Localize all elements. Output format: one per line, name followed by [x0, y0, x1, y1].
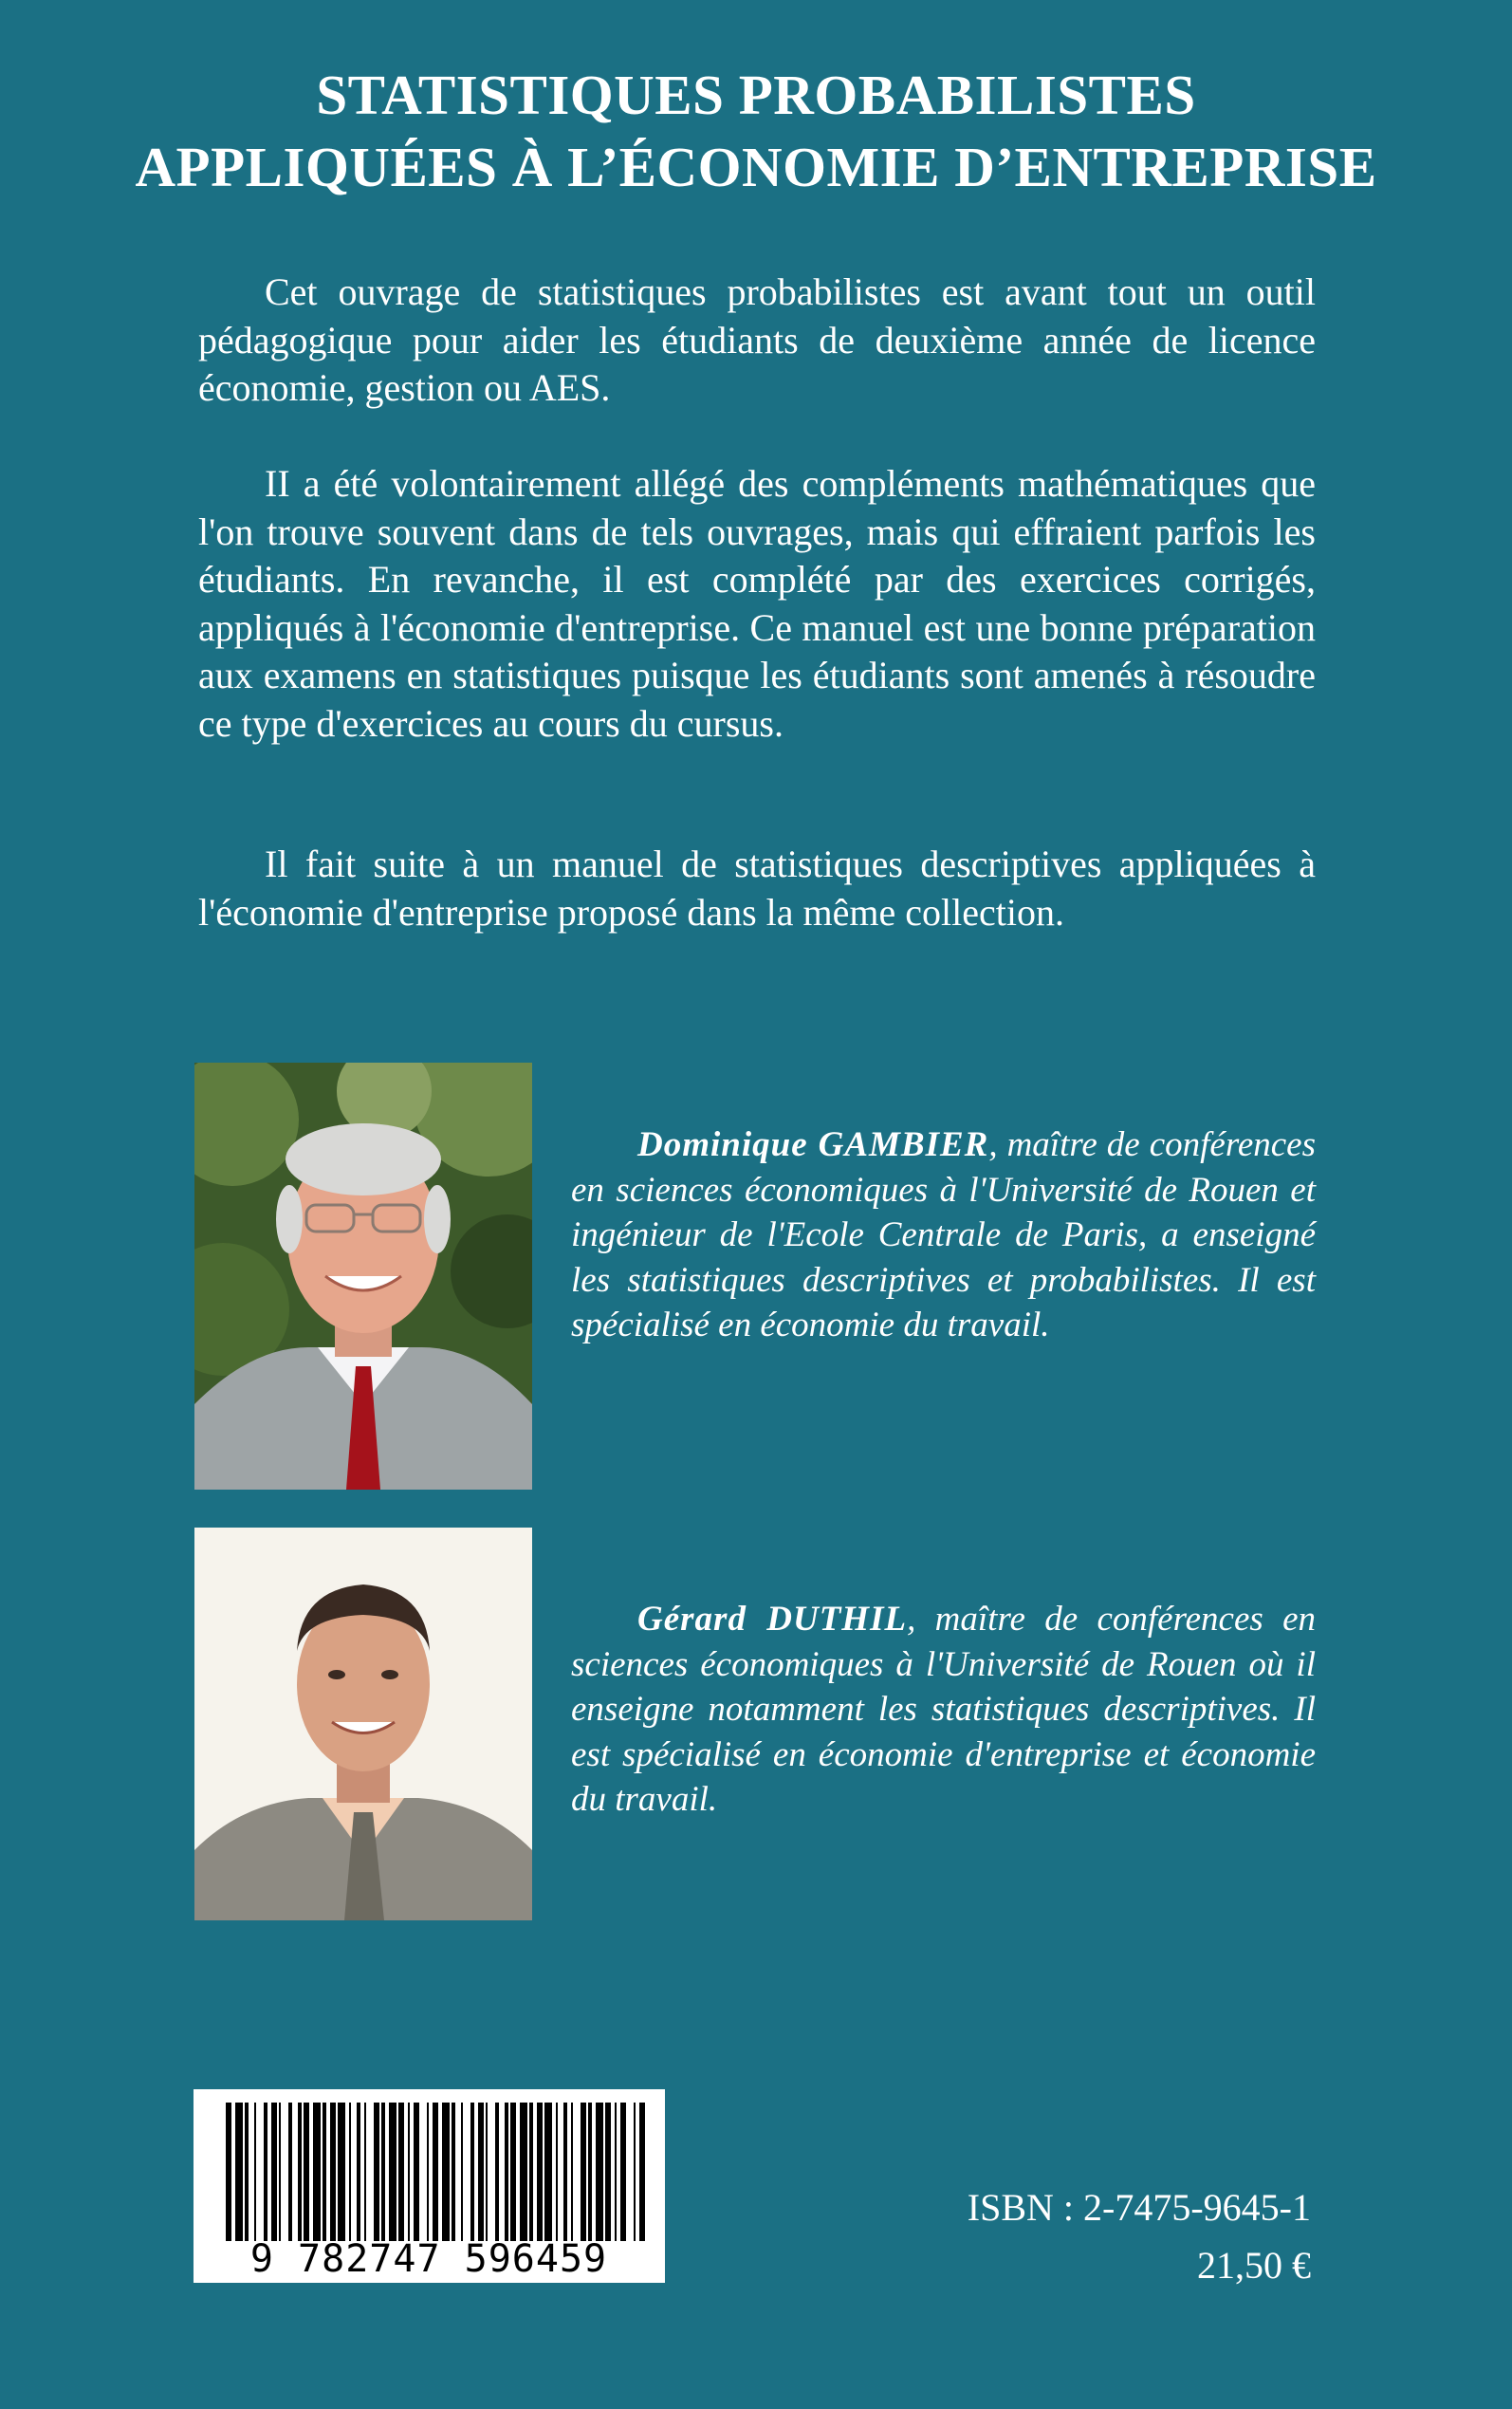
- book-title: [0, 59, 1512, 203]
- barcode-bar: [245, 2103, 249, 2241]
- barcode-bar: [510, 2103, 516, 2241]
- barcode-bar: [349, 2103, 351, 2241]
- isbn-barcode: [194, 2089, 665, 2283]
- barcode-bar: [639, 2103, 645, 2241]
- description-paragraph-2: II a été volontairement allégé des compléments mathématiques que l'on trouve souvent dans de tels ouvrages, mais qui effraient parfois les étudiants. En revanche, il est complété par des exercices corrigés, appliqués à l'économie d'entreprise. Ce manuel est une bonne préparation aux examens en statistiques puisque les étudiants sont amenés à résoudre ce type d'exercices au cours du cursus.: [198, 462, 1316, 745]
- barcode-bar: [563, 2103, 567, 2241]
- title-line-1: STATISTIQUES PROBABILISTES: [316, 64, 1196, 126]
- barcode-bar: [226, 2103, 231, 2241]
- barcode-bar: [357, 2103, 360, 2241]
- barcode-bar: [478, 2103, 484, 2241]
- barcode-bar: [288, 2103, 292, 2241]
- barcode-bar: [338, 2103, 345, 2241]
- barcode-bar: [304, 2103, 309, 2241]
- barcode-bar: [615, 2103, 617, 2241]
- barcode-bar: [364, 2103, 366, 2241]
- barcode-bar: [254, 2103, 256, 2241]
- isbn-number: ISBN : 2-7475-9645-1: [967, 2186, 1311, 2229]
- barcode-bar: [486, 2103, 488, 2241]
- author-description-duthil: , maître de conférences en sciences économiques à l'Université de Rouen où il enseigne notamment les statistiques descriptives. Il est spécialisé en économie d'entreprise et économie du travail.: [571, 1600, 1317, 1819]
- barcode-bar: [620, 2103, 626, 2241]
- barcode-bar: [452, 2103, 455, 2241]
- barcode-bar: [537, 2103, 543, 2241]
- barcode-bar: [556, 2103, 558, 2241]
- barcode-bar: [279, 2103, 281, 2241]
- barcode-bar: [605, 2103, 611, 2241]
- barcode-bar: [381, 2103, 385, 2241]
- barcode-bar: [433, 2103, 438, 2241]
- description-paragraph-3: Il fait suite à un manuel de statistiques descriptives appliquées à l'économie d'entreprise proposé dans la même collection.: [198, 843, 1316, 934]
- author-photo-gambier: [194, 1063, 532, 1490]
- barcode-bar: [461, 2103, 463, 2241]
- barcode-bar: [634, 2103, 636, 2241]
- barcode-bar: [520, 2103, 527, 2241]
- author-bio-gambier: [571, 1122, 1316, 1348]
- barcode-bar: [470, 2103, 474, 2241]
- barcode-bar: [408, 2103, 410, 2241]
- barcode-bar: [323, 2103, 326, 2241]
- barcode-bar: [442, 2103, 450, 2241]
- barcode-bar: [330, 2103, 336, 2241]
- barcode-bar: [264, 2103, 267, 2241]
- barcode-bar: [414, 2103, 419, 2241]
- author-bio-duthil: [571, 1597, 1316, 1823]
- barcode-bar: [544, 2103, 552, 2241]
- author-name-duthil: Gérard DUTHIL: [637, 1600, 908, 1639]
- barcode-digits: 9 782747 596459: [249, 2237, 608, 2281]
- description-paragraph-1: Cet ouvrage de statistiques probabilistes est avant tout un outil pédagogique pour aider les étudiants de deuxième année de licence économie, gestion ou AES.: [198, 270, 1316, 409]
- barcode-bar: [529, 2103, 533, 2241]
- barcode-bar: [505, 2103, 508, 2241]
- barcode-bar: [596, 2103, 603, 2241]
- barcode-bar: [313, 2103, 321, 2241]
- author-photo-duthil: [194, 1528, 532, 1920]
- barcode-bars: [226, 2103, 645, 2241]
- author-name-gambier: Dominique GAMBIER: [637, 1125, 989, 1164]
- barcode-bar: [235, 2103, 243, 2241]
- barcode-bar: [588, 2103, 592, 2241]
- barcode-bar: [389, 2103, 396, 2241]
- barcode-bar: [581, 2103, 586, 2241]
- barcode-bar: [298, 2103, 302, 2241]
- barcode-bar: [271, 2103, 277, 2241]
- author-description-gambier: , maître de conférences en sciences économiques à l'Université de Rouen et ingénieur de l'Ecole Centrale de Paris, a enseigné les statistiques descriptives et probabilistes. Il est spécialisé en économie du travail.: [571, 1125, 1317, 1344]
- barcode-bar: [495, 2103, 499, 2241]
- barcode-bar: [427, 2103, 429, 2241]
- book-price: 21,50 €: [1197, 2244, 1311, 2287]
- title-line-2: APPLIQUÉES À L’ÉCONOMIE D’ENTREPRISE: [135, 136, 1377, 198]
- barcode-bar: [374, 2103, 379, 2241]
- barcode-bar: [571, 2103, 573, 2241]
- barcode-bar: [398, 2103, 404, 2241]
